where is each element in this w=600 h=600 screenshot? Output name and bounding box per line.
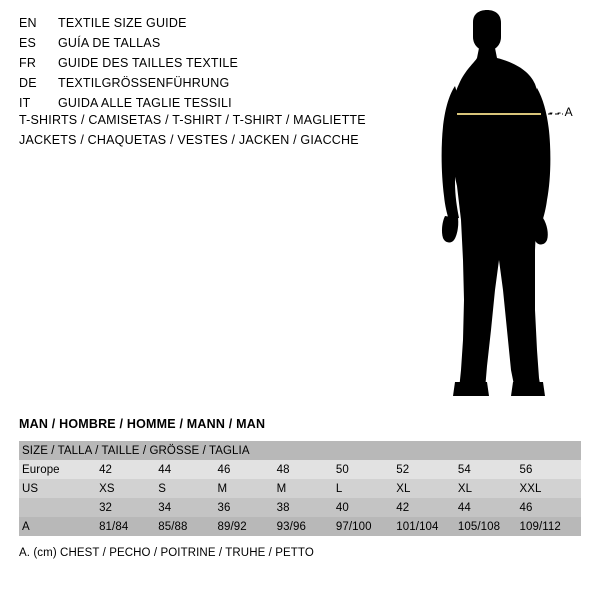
category-tshirts: T-SHIRTS / CAMISETAS / T-SHIRT / T-SHIRT / MAGLIETTE xyxy=(19,113,366,127)
cell: XL xyxy=(457,482,473,495)
cell: 46 xyxy=(217,463,231,476)
table-header-row xyxy=(19,441,581,460)
language-text: TEXTILGRÖSSENFÜHRUNG xyxy=(58,76,230,90)
cell: 42 xyxy=(396,501,410,514)
cell: M xyxy=(217,482,228,495)
cell: 44 xyxy=(457,501,471,514)
cell: L xyxy=(335,482,343,495)
table-row xyxy=(19,479,581,498)
cell: 85/88 xyxy=(158,520,188,533)
table-footnote: A. (cm) CHEST / PECHO / POITRINE / TRUHE / PETTO xyxy=(19,547,314,559)
table-row xyxy=(19,460,581,479)
size-table xyxy=(19,441,581,536)
language-row xyxy=(19,36,399,56)
language-code: IT xyxy=(19,96,31,110)
cell: 97/100 xyxy=(335,520,372,533)
language-code: EN xyxy=(19,16,37,30)
cell: 36 xyxy=(217,501,231,514)
cell: 48 xyxy=(276,463,290,476)
language-text: GUIDE DES TAILLES TEXTILE xyxy=(58,56,239,70)
language-text: GUIDA ALLE TAGLIE TESSILI xyxy=(58,96,232,110)
cell: 42 xyxy=(99,463,113,476)
body-silhouette-illustration xyxy=(395,10,600,410)
cell: 93/96 xyxy=(276,520,306,533)
table-header-label: SIZE / TALLA / TAILLE / GRÖSSE / TAGLIA xyxy=(22,444,250,457)
language-row xyxy=(19,76,399,96)
cell: XS xyxy=(99,482,115,495)
cell: XL xyxy=(396,482,411,495)
language-code: FR xyxy=(19,56,37,70)
cell: 38 xyxy=(276,501,290,514)
language-row xyxy=(19,16,399,36)
cell: 54 xyxy=(457,463,471,476)
cell: XXL xyxy=(519,482,542,495)
cell: 105/108 xyxy=(457,520,501,533)
language-row xyxy=(19,56,399,76)
cell: 34 xyxy=(158,501,172,514)
category-jackets: JACKETS / CHAQUETAS / VESTES / JACKEN / GIACCHE xyxy=(19,133,359,147)
cell: 50 xyxy=(335,463,349,476)
row-label: A xyxy=(22,520,30,533)
cell: 81/84 xyxy=(99,520,129,533)
row-label: US xyxy=(22,482,39,495)
table-section-title: MAN / HOMBRE / HOMME / MANN / MAN xyxy=(19,417,266,431)
language-text: TEXTILE SIZE GUIDE xyxy=(58,16,187,30)
cell: 52 xyxy=(396,463,410,476)
cell: M xyxy=(276,482,287,495)
cell: 89/92 xyxy=(217,520,247,533)
man-silhouette-icon xyxy=(395,10,600,410)
cell: 101/104 xyxy=(396,520,439,533)
row-label xyxy=(19,498,99,517)
cell: 46 xyxy=(519,501,533,514)
cell: 56 xyxy=(519,463,533,476)
cell: 109/112 xyxy=(519,520,561,533)
language-code: ES xyxy=(19,36,37,50)
cell: 44 xyxy=(158,463,172,476)
language-list xyxy=(19,16,399,116)
cell: 32 xyxy=(99,501,113,514)
table-row xyxy=(19,517,581,536)
language-text: GUÍA DE TALLAS xyxy=(58,36,161,50)
cell: S xyxy=(158,482,167,495)
table-row xyxy=(19,498,581,517)
category-list xyxy=(19,110,419,150)
cell: 40 xyxy=(335,501,349,514)
row-label: Europe xyxy=(22,463,60,476)
measure-a-label: - - A xyxy=(549,105,574,119)
language-code: DE xyxy=(19,76,37,90)
